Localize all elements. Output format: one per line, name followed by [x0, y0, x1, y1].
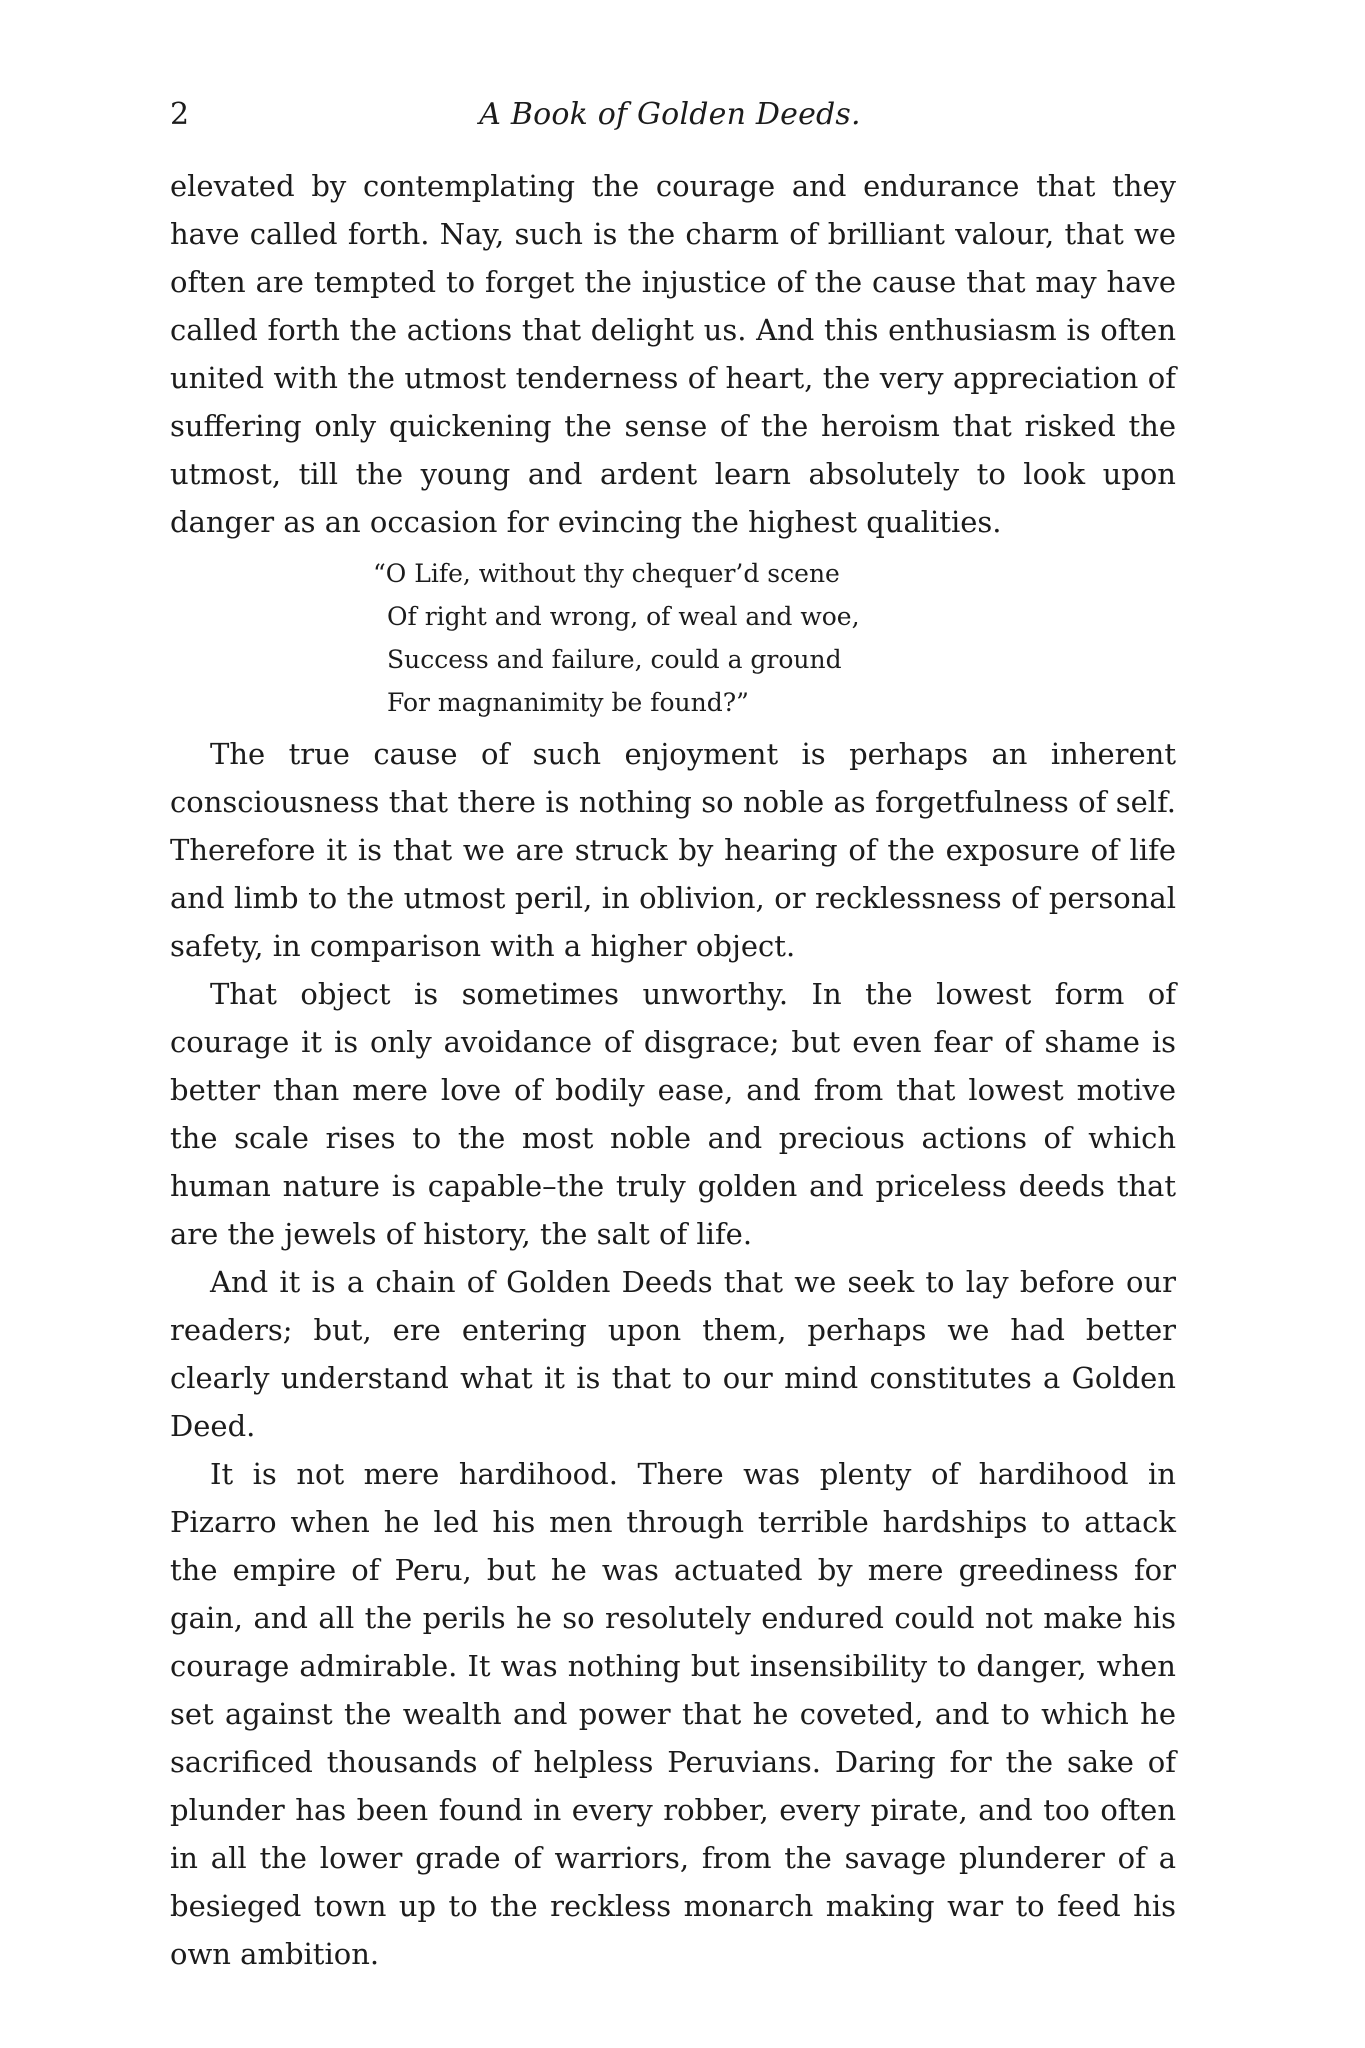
- paragraph-5: It is not mere hardihood. There was plenty of hardihood in Pizarro when he led his men through terrible hardships to attack the empire of Peru, but he was actuated by mere greediness for gain, and all the perils he so resolutely endured could not make his courage admirable. It was nothing but insensibility to danger, when set against the wealth and power that he coveted, and to which he sacrificed thousands of helpless Peruvians. Daring for the sake of plunder has been found in every robber, every pirate, and too often in all the lower grade of warriors, from the savage plunderer of a besieged town up to the reckless monarch making war to feed his own ambition.: [170, 1457, 1176, 1971]
- verse-line-1: “O Life, without thy chequer’d scene: [373, 559, 840, 588]
- verse-line-3: Success and failure, could a ground: [387, 645, 842, 674]
- running-head: [170, 92, 1170, 142]
- running-title: A Book of Golden Deeds.: [479, 97, 861, 132]
- page-number: 2: [170, 97, 190, 132]
- verse-line-4: For magnanimity be found?”: [387, 688, 749, 717]
- verse-line-2: Of right and wrong, of weal and woe,: [387, 602, 860, 631]
- paragraph-4: And it is a chain of Golden Deeds that we seek to lay before our readers; but, ere entering upon them, perhaps we had better clearly understand what it is that to our mind constitutes a Golden Deed.: [170, 1265, 1176, 1443]
- verse-quotation: [170, 552, 1176, 724]
- paragraph-3: That object is sometimes unworthy. In the lowest form of courage it is only avoidance of disgrace; but even fear of shame is better than mere love of bodily ease, and from that lowest motive the scale rises to the most noble and precious actions of which human nature is capable–the truly golden and priceless deeds that are the jewels of history, the salt of life.: [170, 977, 1176, 1251]
- body-text: [170, 162, 1176, 1978]
- paragraph-2: The true cause of such enjoyment is perhaps an inherent consciousness that there is nothing so noble as forgetfulness of self. Therefore it is that we are struck by hearing of the exposure of life and limb to the utmost peril, in oblivion, or recklessness of personal safety, in comparison with a higher object.: [170, 737, 1176, 963]
- paragraph-1: elevated by contemplating the courage and endurance that they have called forth. Nay, such is the charm of brilliant valour, that we often are tempted to forget the injustice of the cause that may have called forth the actions that delight us. And this enthusiasm is often united with the utmost tenderness of heart, the very appreciation of suffering only quickening the sense of the heroism that risked the utmost, till the young and ardent learn absolutely to look upon danger as an occasion for evincing the highest qualities.: [170, 169, 1176, 539]
